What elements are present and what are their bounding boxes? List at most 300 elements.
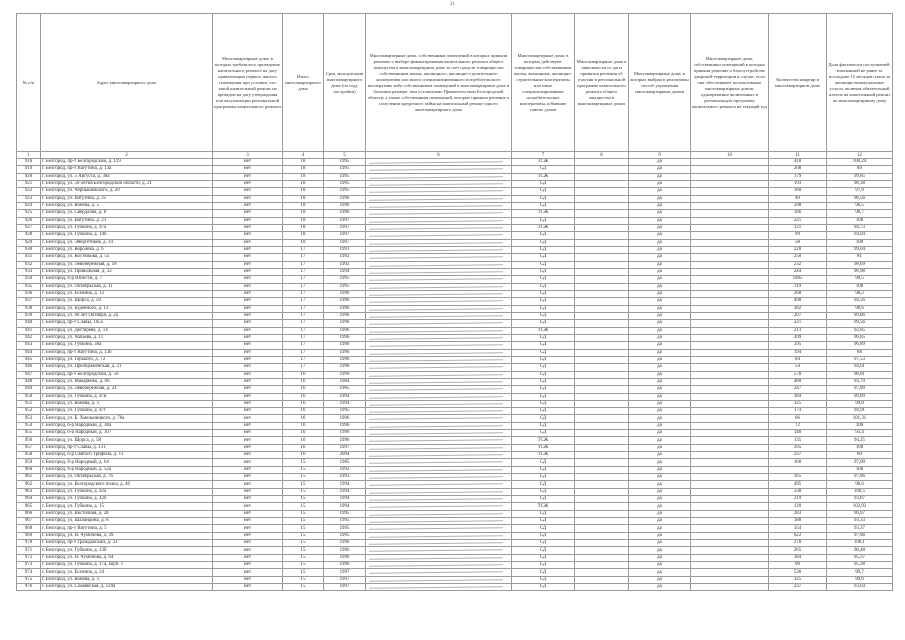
table-cell	[691, 584, 769, 591]
table-cell: 98,6	[827, 481, 893, 488]
table-cell: 283	[769, 510, 827, 517]
table-cell: 193	[769, 180, 827, 187]
table-cell: 17	[283, 334, 324, 341]
table-cell: 934	[17, 276, 41, 283]
table-cell	[575, 576, 629, 583]
table-cell: да	[629, 540, 691, 547]
table-cell: 962	[17, 481, 41, 488]
table-row	[17, 224, 893, 231]
table-cell: нет	[213, 569, 283, 576]
table-cell: г. Белгород, ул. Белгородского полка, д. 46	[41, 481, 213, 488]
table-cell: 578	[769, 371, 827, 378]
table-cell	[575, 276, 629, 283]
table-cell: да	[629, 510, 691, 517]
table-cell: 972	[17, 554, 41, 561]
table-cell: 17	[283, 305, 324, 312]
table-cell: да	[629, 202, 691, 209]
table-row	[17, 290, 893, 297]
table-cell	[691, 554, 769, 561]
table-cell: СД	[512, 276, 575, 283]
table-cell: 80	[827, 452, 893, 459]
table-cell: нет	[213, 554, 283, 561]
table-cell	[366, 562, 512, 569]
hand-drawn-line	[369, 191, 503, 193]
column-header: Срок эксплуатации многоквартирного дома (по году постройки)	[324, 14, 366, 152]
table-cell: нет	[213, 349, 283, 356]
hand-drawn-line	[369, 550, 503, 552]
table-cell: 179	[769, 173, 827, 180]
table-cell	[575, 393, 629, 400]
table-cell: 99,8	[827, 400, 893, 407]
table-row	[17, 254, 893, 261]
table-cell	[575, 400, 629, 407]
table-cell: 17	[283, 356, 324, 363]
table-cell: СД	[512, 554, 575, 561]
table-cell: 95,37	[827, 554, 893, 561]
table-cell: нет	[213, 290, 283, 297]
table-cell	[366, 290, 512, 297]
hand-drawn-line	[369, 396, 503, 398]
table-cell	[575, 239, 629, 246]
table-cell: г. Белгород, б-р Народный, д. 64	[41, 459, 213, 466]
table-cell: 1995	[324, 532, 366, 539]
table-cell	[575, 188, 629, 195]
table-cell: 490	[769, 298, 827, 305]
table-cell: г. Белгород, ул. Королева, д. 6	[41, 246, 213, 253]
table-cell	[691, 224, 769, 231]
hand-drawn-line	[369, 345, 503, 347]
table-row	[17, 562, 893, 569]
table-cell: 268	[769, 290, 827, 297]
table-cell: да	[629, 305, 691, 312]
table-cell: СД	[512, 466, 575, 473]
table-cell	[691, 159, 769, 166]
table-cell: СД	[512, 342, 575, 349]
table-cell: 17	[283, 276, 324, 283]
table-cell: да	[629, 290, 691, 297]
table-cell: 930	[17, 246, 41, 253]
table-cell: СД	[512, 415, 575, 422]
table-cell	[366, 540, 512, 547]
table-row	[17, 408, 893, 415]
table-cell: 1996	[324, 290, 366, 297]
table-cell: 956	[17, 437, 41, 444]
table-cell: 265	[769, 547, 827, 554]
table-cell: 942	[17, 334, 41, 341]
table-row	[17, 474, 893, 481]
table-cell: г. Белгород, ул. Щорса, д. 58	[41, 437, 213, 444]
table-row	[17, 466, 893, 473]
table-cell: 1984	[324, 378, 366, 385]
table-cell: 1996	[324, 422, 366, 429]
table-cell: нет	[213, 268, 283, 275]
table-cell: да	[629, 496, 691, 503]
table-cell: 16	[283, 400, 324, 407]
table-cell	[691, 481, 769, 488]
table-cell: 1996	[324, 312, 366, 319]
table-cell: 17	[283, 290, 324, 297]
table-cell: нет	[213, 474, 283, 481]
hand-drawn-line	[369, 381, 503, 383]
table-cell: 154	[769, 525, 827, 532]
table-cell	[575, 195, 629, 202]
table-cell	[366, 276, 512, 283]
table-cell	[366, 312, 512, 319]
table-cell: 947	[17, 371, 41, 378]
table-cell: 1985	[324, 386, 366, 393]
table-cell: 920	[17, 173, 41, 180]
table-cell: нет	[213, 525, 283, 532]
table-cell: г. Белгород, б-р Народный, д. 107	[41, 430, 213, 437]
table-cell	[366, 188, 512, 195]
table-cell: да	[629, 481, 691, 488]
table-cell: 964	[17, 496, 41, 503]
table-cell: ТСЖ	[512, 159, 575, 166]
table-cell: 963	[17, 488, 41, 495]
table-cell	[575, 334, 629, 341]
table-cell: 959	[17, 459, 41, 466]
table-cell: г. Белгород, ул. Б. Хмельницкого, д. 76а	[41, 415, 213, 422]
table-cell: СД	[512, 283, 575, 290]
table-cell	[575, 349, 629, 356]
table-cell: нет	[213, 166, 283, 173]
hand-drawn-line	[369, 586, 503, 588]
table-cell: 926	[17, 217, 41, 224]
table-cell: 160	[769, 459, 827, 466]
table-cell: 928	[17, 232, 41, 239]
hand-drawn-line	[369, 440, 503, 442]
table-cell: да	[629, 180, 691, 187]
table-cell: да	[629, 356, 691, 363]
table-cell: 1995	[324, 510, 366, 517]
hand-drawn-line	[369, 301, 503, 303]
table-cell: 97,8	[827, 188, 893, 195]
table-cell: г. Белгород, ул. Восточная, д. 28	[41, 510, 213, 517]
table-cell: 973	[17, 562, 41, 569]
table-cell: нет	[213, 452, 283, 459]
table-row	[17, 576, 893, 583]
table-cell: г. Белгород, ул. Н. Чумичова, д. 39	[41, 532, 213, 539]
table-cell: нет	[213, 239, 283, 246]
table-cell: 247	[769, 386, 827, 393]
table-cell	[691, 188, 769, 195]
table-cell: 98,6	[827, 305, 893, 312]
table-cell: г. Белгород, ул. Славянская, д. 120а	[41, 584, 213, 591]
table-cell	[691, 459, 769, 466]
table-cell: да	[629, 525, 691, 532]
table-cell: 945	[17, 356, 41, 363]
table-cell: 18	[283, 159, 324, 166]
table-cell	[575, 202, 629, 209]
table-cell: нет	[213, 386, 283, 393]
hand-drawn-line	[369, 286, 503, 288]
table-cell: 93,37	[827, 525, 893, 532]
table-cell: да	[629, 334, 691, 341]
table-row	[17, 496, 893, 503]
table-cell	[575, 210, 629, 217]
table-cell: ТСЖ	[512, 327, 575, 334]
table-cell: СД	[512, 400, 575, 407]
table-cell: г. Белгород, ул. Губкина, 38а	[41, 342, 213, 349]
table-cell	[691, 202, 769, 209]
table-cell: СД	[512, 386, 575, 393]
table-cell: 94,25	[827, 437, 893, 444]
column-number: 2	[41, 152, 213, 159]
table-cell	[575, 320, 629, 327]
table-cell: 99,89	[827, 393, 893, 400]
table-cell: нет	[213, 408, 283, 415]
table-row	[17, 166, 893, 173]
table-cell	[366, 364, 512, 371]
table-cell: 955	[17, 430, 41, 437]
table-cell: г. Белгород, ул. Чапаева, д. 11	[41, 334, 213, 341]
table-cell	[366, 327, 512, 334]
table-cell: г. Белгород, ул. Левобережная, д. 18	[41, 261, 213, 268]
hand-drawn-line	[369, 425, 503, 427]
table-cell: 939	[17, 312, 41, 319]
table-row	[17, 195, 893, 202]
hand-drawn-line	[369, 579, 503, 581]
table-cell	[575, 452, 629, 459]
table-cell: 207	[769, 312, 827, 319]
table-cell: СД	[512, 562, 575, 569]
column-header: Многоквартирные дома, в которых действуют товарищества собственников жилья, жилищные, жилищно-строительные кооперативы или иные специализированные потребительские кооперативы, и/бывшие советы домов	[512, 14, 575, 152]
column-header: Многоквартирные дома, в которых выбран и реализован способ управления многоквартирным домом	[629, 14, 691, 152]
table-cell	[575, 518, 629, 525]
table-cell: СД	[512, 254, 575, 261]
table-cell: 100	[827, 444, 893, 451]
table-cell	[691, 503, 769, 510]
table-cell: 188	[769, 518, 827, 525]
table-cell: 17	[283, 298, 324, 305]
column-header: Количество квартир в многоквартирном доме	[769, 14, 827, 152]
table-cell: г. Белгород, ул. Губкина, д. 14б	[41, 232, 213, 239]
table-cell	[691, 327, 769, 334]
table-cell: 965	[17, 503, 41, 510]
table-cell: СД	[512, 290, 575, 297]
table-cell: 99,6	[827, 576, 893, 583]
table-cell: 101,31	[827, 415, 893, 422]
hand-drawn-line	[369, 213, 503, 215]
table-cell: нет	[213, 518, 283, 525]
table-cell: 925	[17, 210, 41, 217]
table-cell	[691, 547, 769, 554]
table-cell	[575, 444, 629, 451]
column-number: 3	[213, 152, 283, 159]
table-cell: 1997	[324, 224, 366, 231]
table-row	[17, 518, 893, 525]
table-cell	[366, 378, 512, 385]
table-cell: 98,48	[827, 547, 893, 554]
table-cell: нет	[213, 180, 283, 187]
table-cell	[691, 496, 769, 503]
table-cell: нет	[213, 444, 283, 451]
hand-drawn-line	[369, 564, 503, 566]
table-cell: 97,09	[827, 459, 893, 466]
table-cell: 15	[283, 466, 324, 473]
table-cell: г. Белгород, ул. Октябрьская, д. 11	[41, 283, 213, 290]
table-cell: СД	[512, 180, 575, 187]
table-cell	[575, 305, 629, 312]
table-cell: СД	[512, 532, 575, 539]
table-cell: 927	[17, 224, 41, 231]
table-cell: 949	[17, 386, 41, 393]
column-number-row	[17, 152, 893, 159]
table-cell	[769, 466, 827, 473]
table-cell: г. Белгород, б-р Юности, д. 7	[41, 276, 213, 283]
hand-drawn-line	[369, 388, 503, 390]
table-cell: нет	[213, 356, 283, 363]
table-cell: 1995	[324, 283, 366, 290]
table-cell: СД	[512, 320, 575, 327]
table-cell	[691, 437, 769, 444]
table-row	[17, 525, 893, 532]
table-cell	[575, 569, 629, 576]
column-number: 11	[769, 152, 827, 159]
table-cell: г. Белгород, ул. Преображенская, д. 21	[41, 364, 213, 371]
table-cell: г. Белгород, ул. Губкина, д. 13б	[41, 547, 213, 554]
table-cell: 135	[769, 437, 827, 444]
table-cell: г. Белгород, ул. Шаландина, д. 8	[41, 518, 213, 525]
table-cell: г. Белгород, б-р Народный, д. 52а	[41, 466, 213, 473]
table-cell: г. Белгород, ул. Губкина, д. 15	[41, 503, 213, 510]
table-cell	[366, 239, 512, 246]
table-cell: 18	[283, 210, 324, 217]
table-cell: 1996	[324, 334, 366, 341]
table-cell	[366, 342, 512, 349]
table-cell: 18	[283, 232, 324, 239]
table-cell: 208	[769, 166, 827, 173]
table-cell	[575, 290, 629, 297]
table-cell	[691, 312, 769, 319]
table-cell: нет	[213, 459, 283, 466]
table-row	[17, 532, 893, 539]
table-cell: 1992	[324, 261, 366, 268]
table-cell: 1998	[324, 364, 366, 371]
table-cell: нет	[213, 437, 283, 444]
table-cell	[366, 371, 512, 378]
table-cell: 17	[283, 283, 324, 290]
table-cell: 495	[769, 481, 827, 488]
table-cell: 1995	[324, 188, 366, 195]
table-cell: 100	[827, 466, 893, 473]
table-cell: 1994	[324, 393, 366, 400]
table-cell	[691, 488, 769, 495]
table-cell: 96,89	[827, 342, 893, 349]
table-cell: 97,88	[827, 532, 893, 539]
table-row	[17, 298, 893, 305]
hand-drawn-line	[369, 447, 503, 449]
table-cell: 946	[17, 364, 41, 371]
table-cell: да	[629, 466, 691, 473]
table-cell: г. Белгород, ул. 60 лет Октября, д. 2а	[41, 312, 213, 319]
table-cell	[366, 393, 512, 400]
table-cell: 418	[769, 159, 827, 166]
table-cell	[366, 334, 512, 341]
table-cell: 98,69	[827, 261, 893, 268]
table-cell	[691, 246, 769, 253]
table-cell	[366, 195, 512, 202]
table-cell: СД	[512, 232, 575, 239]
hand-drawn-line	[369, 257, 503, 259]
hand-drawn-line	[369, 235, 503, 237]
table-cell: 232	[769, 261, 827, 268]
column-number: 4	[283, 152, 324, 159]
hand-drawn-line	[369, 220, 503, 222]
table-row	[17, 415, 893, 422]
table-cell: 937	[17, 298, 41, 305]
table-cell: 120	[769, 503, 827, 510]
table-cell: 1996	[324, 342, 366, 349]
table-cell: 58	[769, 239, 827, 246]
table-cell: 94,73	[827, 224, 893, 231]
table-cell: г. Белгород, ул. Энергетиков, д. 34	[41, 239, 213, 246]
table-cell: СД	[512, 459, 575, 466]
table-cell	[691, 562, 769, 569]
table-cell: г. Белгород, ул. Н. Чумичова, д. 64	[41, 554, 213, 561]
table-cell: СД	[512, 195, 575, 202]
table-cell: 938	[17, 305, 41, 312]
table-cell	[575, 173, 629, 180]
hand-drawn-line	[369, 432, 503, 434]
table-cell: да	[629, 452, 691, 459]
table-cell: г. Белгород, ул. Костюкова, д. 55	[41, 254, 213, 261]
table-cell	[691, 408, 769, 415]
table-cell: да	[629, 518, 691, 525]
table-cell: нет	[213, 261, 283, 268]
table-cell: г. Белгород, б-р Святого Трифона, д. 11	[41, 452, 213, 459]
table-cell: да	[629, 569, 691, 576]
table-cell: да	[629, 503, 691, 510]
table-cell: 1996	[324, 430, 366, 437]
table-cell	[691, 261, 769, 268]
table-cell	[575, 159, 629, 166]
table-cell	[691, 525, 769, 532]
table-cell: 16	[283, 378, 324, 385]
table-cell: 1995	[324, 518, 366, 525]
table-row	[17, 400, 893, 407]
table-cell: СД	[512, 239, 575, 246]
hand-drawn-line	[369, 359, 503, 361]
table-cell: да	[629, 342, 691, 349]
table-cell	[366, 488, 512, 495]
table-row	[17, 268, 893, 275]
table-cell: 17	[283, 349, 324, 356]
table-cell: нет	[213, 217, 283, 224]
table-cell	[575, 547, 629, 554]
table-cell: г. Белгород, ул. Привольная, д. 32	[41, 268, 213, 275]
table-cell: 18	[283, 195, 324, 202]
table-cell: 957	[17, 444, 41, 451]
table-cell: 94,04	[827, 232, 893, 239]
table-cell: 1996	[324, 554, 366, 561]
table-cell	[366, 532, 512, 539]
table-cell	[366, 481, 512, 488]
table-cell: 919	[17, 166, 41, 173]
table-cell	[575, 562, 629, 569]
table-cell: 932	[17, 261, 41, 268]
table-cell	[366, 261, 512, 268]
table-cell: 622	[769, 532, 827, 539]
table-cell: г. Белгород, ул. Конева, д. 3	[41, 400, 213, 407]
table-cell	[575, 342, 629, 349]
table-cell: нет	[213, 232, 283, 239]
table-cell	[366, 444, 512, 451]
table-cell	[575, 283, 629, 290]
table-cell: г. Белгород, пр-т Ватутина, д. 13б	[41, 349, 213, 356]
table-row	[17, 540, 893, 547]
table-cell: 1996	[324, 327, 366, 334]
